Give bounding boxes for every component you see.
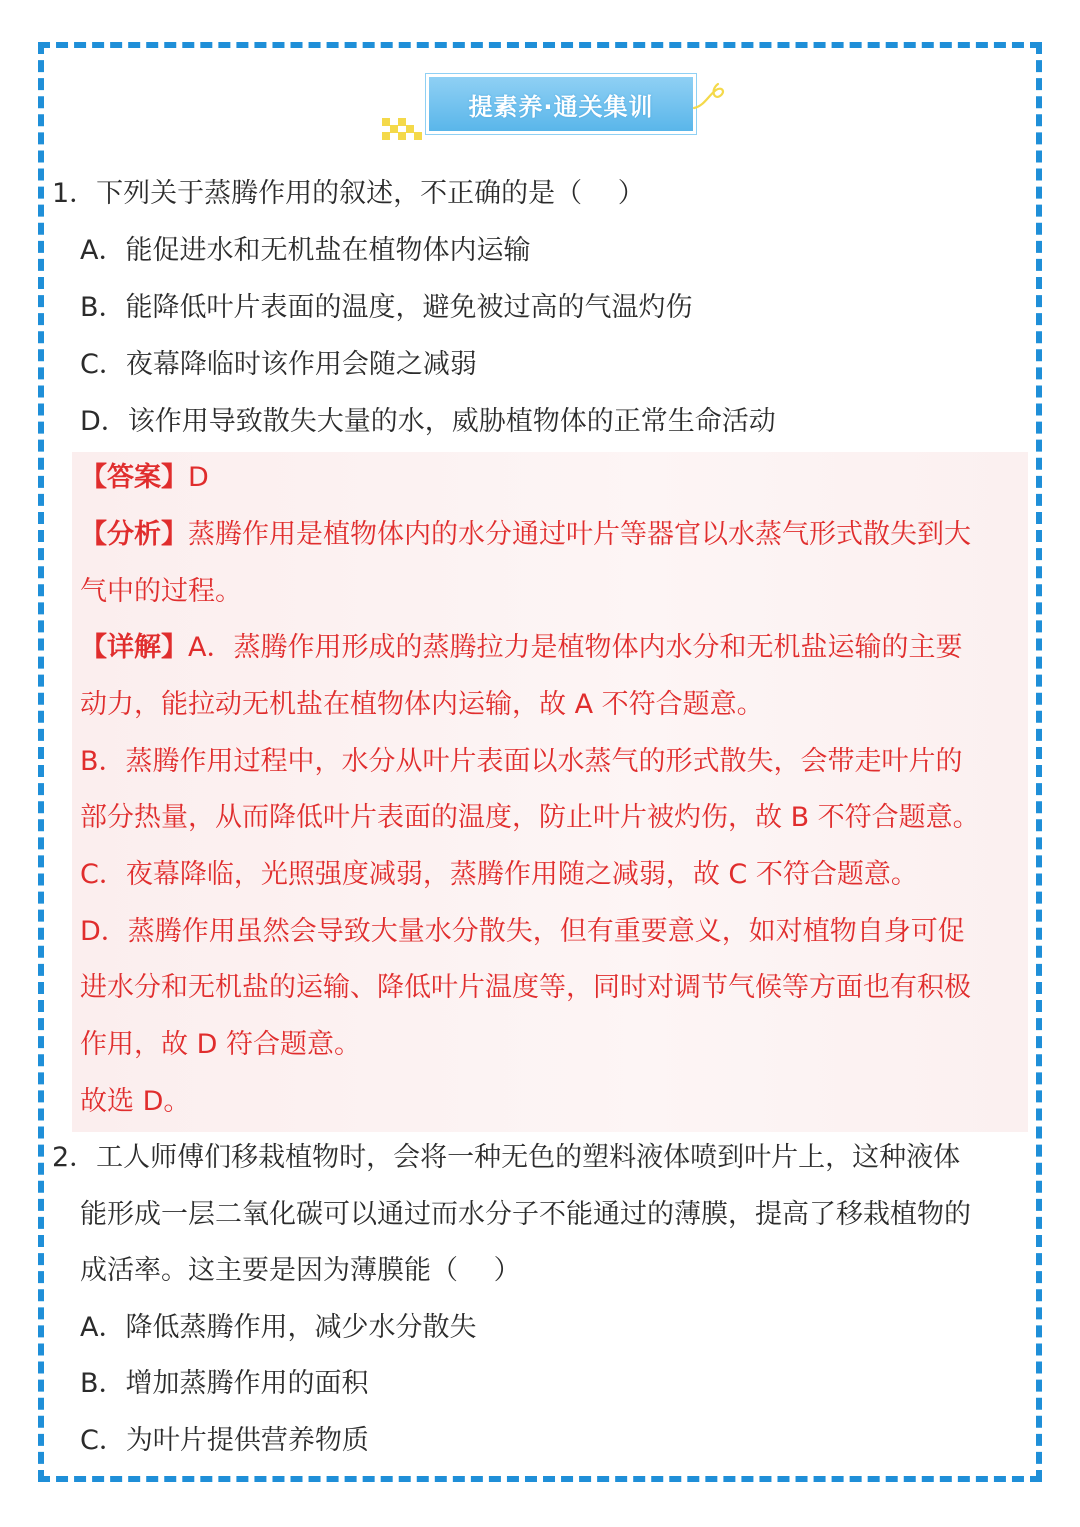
q1-option-c: C．夜幕降临时该作用会随之减弱 <box>80 349 477 380</box>
q1-stem: 1．下列关于蒸腾作用的叙述，不正确的是（ ） <box>52 178 645 209</box>
q2-option-b: B．增加蒸腾作用的面积 <box>80 1368 369 1399</box>
analysis-text-1: 蒸腾作用是植物体内的水分通过叶片等器官以水蒸气形式散失到大 <box>188 519 971 550</box>
section-header <box>380 70 740 150</box>
q1-detail-line-4: 部分热量，从而降低叶片表面的温度，防止叶片被灼伤，故 B 不符合题意。 <box>80 802 980 833</box>
answer-value: D <box>188 462 209 493</box>
q2-stem-line-1: 2．工人师傅们移栽植物时，会将一种无色的塑料液体喷到叶片上，这种液体 <box>52 1142 961 1173</box>
q1-conclusion: 故选 D。 <box>80 1086 191 1117</box>
q1-detail-line-3: B．蒸腾作用过程中，水分从叶片表面以水蒸气的形式散失，会带走叶片的 <box>80 746 963 777</box>
q1-option-a: A．能促进水和无机盐在植物体内运输 <box>80 235 531 266</box>
q1-option-d: D．该作用导致散失大量的水，威胁植物体的正常生命活动 <box>80 406 776 437</box>
header-title: 提素养·通关集训 <box>468 92 654 121</box>
q1-detail-line-6: D．蒸腾作用虽然会导致大量水分散失，但有重要意义，如对植物自身可促 <box>80 916 965 947</box>
q1-detail-line-2: 动力，能拉动无机盐在植物体内运输，故 A 不符合题意。 <box>80 689 764 720</box>
q1-detail-line-5: C．夜幕降临，光照强度减弱，蒸腾作用随之减弱，故 C 不符合题意。 <box>80 859 918 890</box>
q2-stem-line-2: 能形成一层二氧化碳可以通过而水分子不能通过的薄膜，提高了移栽植物的 <box>80 1199 971 1230</box>
answer-tag: 【答案】 <box>80 462 188 493</box>
detail-tag: 【详解】 <box>80 632 188 663</box>
swirl-icon <box>690 78 730 118</box>
q2-stem-line-3: 成活率。这主要是因为薄膜能（ ） <box>80 1255 521 1286</box>
q1-option-b: B．能降低叶片表面的温度，避免被过高的气温灼伤 <box>80 292 693 323</box>
checker-decoration <box>380 118 424 140</box>
detail-text-1: A．蒸腾作用形成的蒸腾拉力是植物体内水分和无机盐运输的主要 <box>188 632 963 663</box>
q2-option-c: C．为叶片提供营养物质 <box>80 1425 369 1456</box>
analysis-tag: 【分析】 <box>80 519 188 550</box>
q1-answer-line <box>80 464 209 491</box>
header-banner <box>426 74 696 134</box>
q2-option-a: A．降低蒸腾作用，减少水分散失 <box>80 1312 477 1343</box>
q1-detail-line-7: 进水分和无机盐的运输、降低叶片温度等，同时对调节气候等方面也有积极 <box>80 972 971 1003</box>
q1-analysis-line-2: 气中的过程。 <box>80 576 242 607</box>
q1-analysis-line-1 <box>80 521 971 548</box>
q1-detail-line-8: 作用，故 D 符合题意。 <box>80 1029 361 1060</box>
q1-detail-line-1 <box>80 634 962 661</box>
